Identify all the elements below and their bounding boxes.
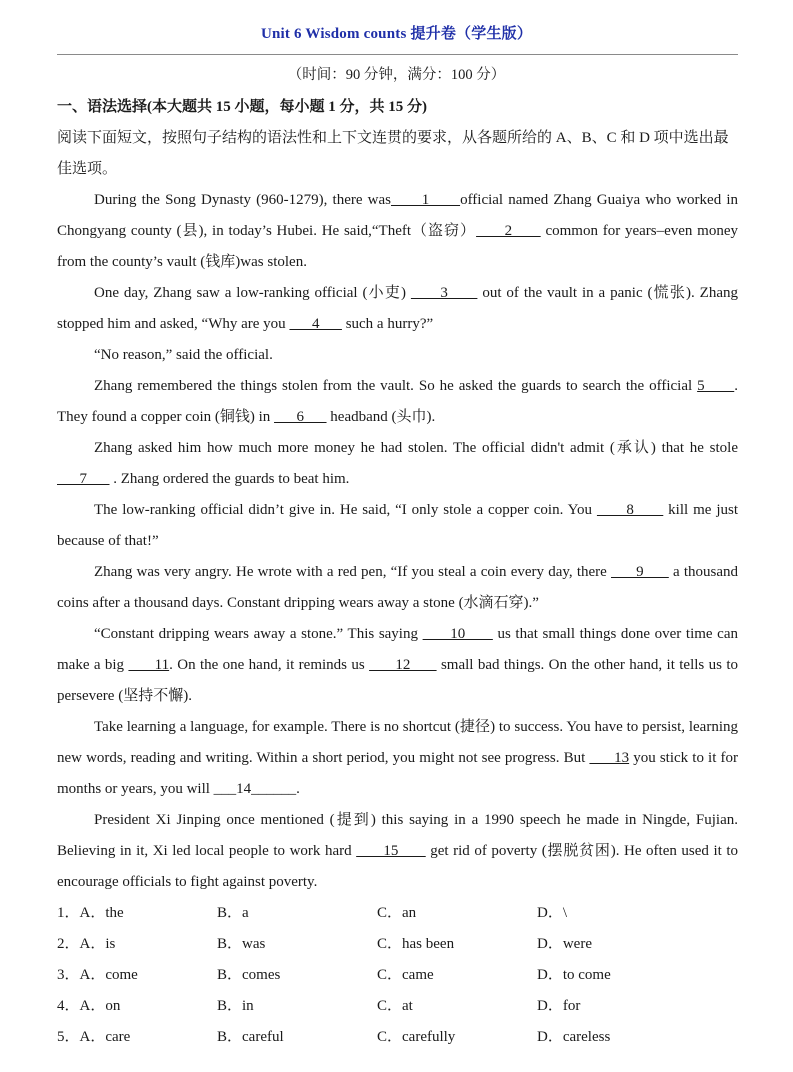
option-c: C．an [377,905,417,921]
para-text: common for years–even money from the county’s vault (钱库)was stolen. [57,223,738,270]
para-text: official named Zhang Guaiya who worked in Chongyang county (县), in today’s Hubei. He said,“Theft（盗窃） [57,192,738,239]
option-b: B．in [217,998,254,1014]
section-title: 一、语法选择(本大题共 15 小题，每小题 1 分，共 15 分) [57,99,427,115]
para-text: Zhang remembered the things stolen from the vault. So he asked the guards to search the official [94,378,698,394]
para-text: us that small things done over time can make a big [57,626,738,673]
question-options-row [57,898,738,929]
passage-paragraph-8 [57,619,738,712]
option-a: 2．A．is [57,936,116,952]
blank-11: 11 [128,657,170,673]
para-text: The low-ranking official didn’t give in. He said, “I only stole a copper coin. You [94,502,597,518]
blank-2: 2 [476,223,541,239]
passage-paragraph-10 [57,805,738,898]
para-text: . [296,781,300,797]
para-text: get rid of poverty (摆脱贫困). He often used it to encourage officials to fight against poverty. [57,843,739,890]
blank-10: 10 [422,626,493,642]
blank-4: 4 [289,316,342,332]
blank-3: 3 [410,285,478,301]
question-options-row [57,960,738,991]
blank-14: ___14______ [213,781,297,797]
para-text: “No reason,” said the official. [94,347,273,363]
para-text: During the Song Dynasty (960-1279), there was [94,192,391,208]
option-c: C．carefully [377,1029,456,1045]
passage-paragraph-2 [57,278,738,340]
blank-15: 15 [356,843,426,859]
para-text: you stick to it for months or years, you will [57,750,739,797]
passage-paragraph-1 [57,185,738,278]
para-text: headband (头巾). [326,409,436,425]
section-instruction: 阅读下面短文，按照句子结构的语法性和上下文连贯的要求，从各题所给的 A、B、C 和 D 项中选出最佳选项。 [57,130,729,177]
page-title: Unit 6 Wisdom counts 提升卷（学生版） [260,26,533,42]
question-options-row [57,929,738,960]
content-area [57,92,738,1053]
para-text: out of the vault in a panic (慌张). Zhang stopped him and asked, “Why are you [57,285,738,332]
para-text: a thousand coins after a thousand days. Constant dripping wears away a stone (水滴石穿).” [57,564,738,611]
para-text: Zhang asked him how much more money he had stolen. The official didn't admit (承认) that he stole [94,440,738,456]
passage-paragraph-3 [57,340,738,371]
option-b: B．was [217,936,266,952]
exam-time-info: （时间：90 分钟，满分：100 分） [287,67,506,83]
passage-paragraph-6 [57,495,738,557]
blank-6: 6 [274,409,327,425]
para-text: . Zhang ordered the guards to beat him. [109,471,350,487]
blank-1: 1 [390,192,461,208]
question-options-row [57,991,738,1022]
option-d: D．\ [537,905,568,921]
option-a: 4．A．on [57,998,121,1014]
answer-options [57,898,738,1053]
para-text: Zhang was very angry. He wrote with a red pen, “If you steal a coin every day, there [94,564,612,580]
option-d: D．to come [537,967,611,983]
option-b: B．careful [217,1029,284,1045]
option-a: 1．A．the [57,905,124,921]
option-a: 5．A．care [57,1029,131,1045]
para-text: such a hurry?” [341,316,434,332]
passage-paragraph-9 [57,712,738,805]
para-text: . On the one hand, it reminds us [169,657,370,673]
para-text: kill me just because of that!” [57,502,738,549]
para-text: Take learning a language, for example. There is no shortcut (捷径) to success. You have to persist, learning new words, reading and writing. Within a short period, you might not see progress. But [57,719,738,766]
para-text: One day, Zhang saw a low-ranking official (小吏) [94,285,411,301]
option-d: D．for [537,998,581,1014]
option-d: D．careless [537,1029,611,1045]
passage-paragraph-4 [57,371,738,433]
passage-paragraph-5 [57,433,738,495]
blank-8: 8 [596,502,664,518]
option-c: C．came [377,967,434,983]
option-a: 3．A．come [57,967,138,983]
header-divider [57,54,738,55]
passage-paragraph-7 [57,557,738,619]
blank-9: 9 [611,564,669,580]
para-text: . They found a copper coin (铜钱) in [57,378,738,425]
option-c: C．at [377,998,413,1014]
question-options-row [57,1022,738,1053]
para-text: “Constant dripping wears away a stone.” This saying [94,626,423,642]
blank-12: 12 [369,657,437,673]
blank-13: 13 [589,750,630,766]
option-c: C．has been [377,936,455,952]
blank-7: 7 [57,471,110,487]
option-b: B．comes [217,967,281,983]
blank-5: 5 [697,378,735,394]
option-d: D．were [537,936,592,952]
option-b: B．a [217,905,249,921]
para-text: small bad things. On the other hand, it tells us to persevere (坚持不懈). [57,657,738,704]
para-text: President Xi Jinping once mentioned (提到) this saying in a 1990 speech he made in Ningde, Fujian. Believing in it, Xi led local people to work hard [57,812,738,859]
